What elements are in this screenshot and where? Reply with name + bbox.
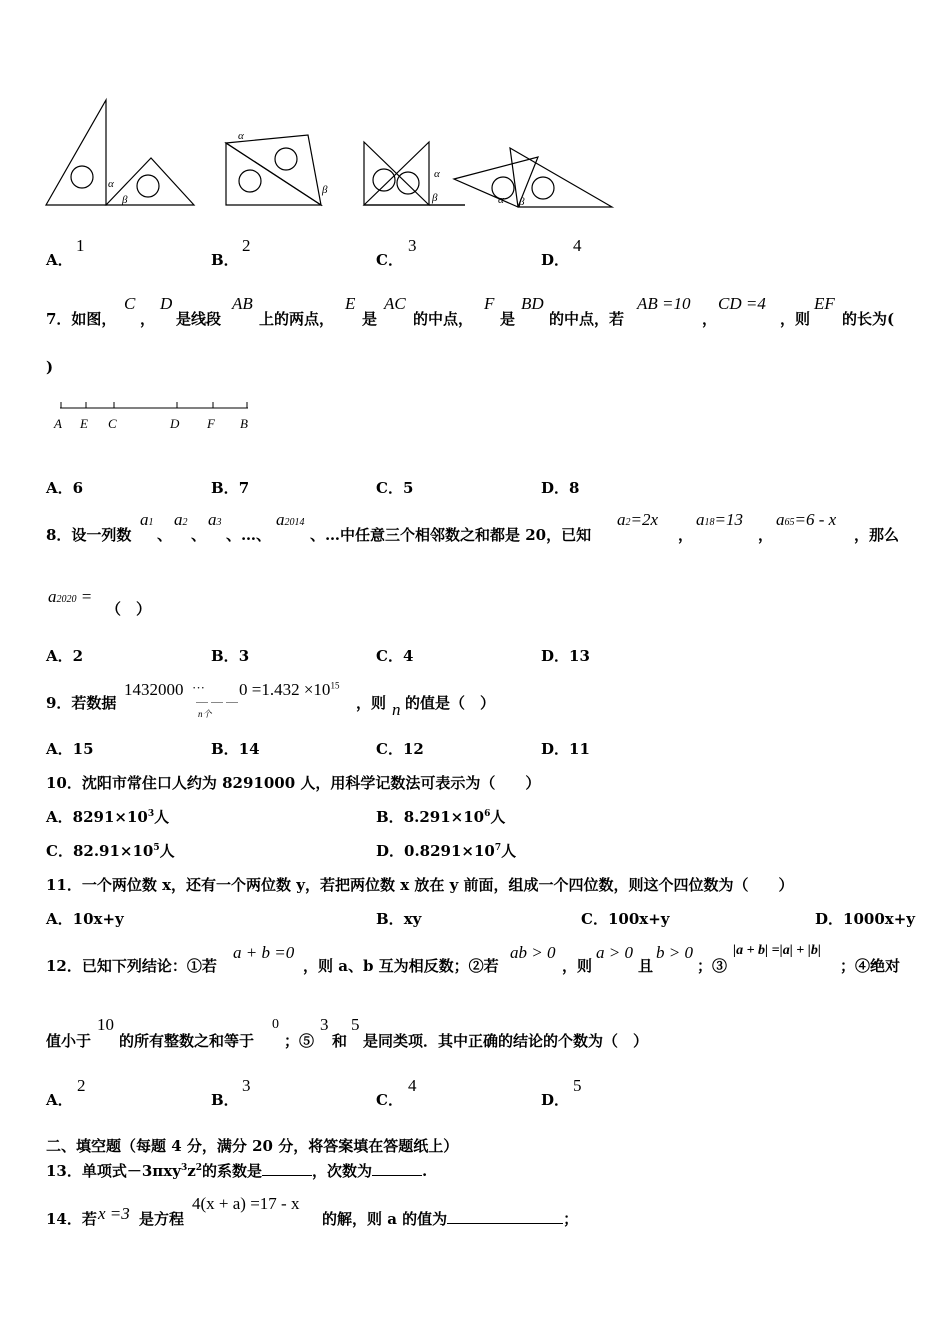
q7-text4: 的中点， — [413, 310, 474, 328]
option-letter: C． — [376, 1091, 403, 1109]
equation-exponent: 15 — [330, 680, 340, 691]
option-value: 12 — [402, 740, 424, 758]
value: =6 - x — [794, 510, 837, 529]
q7-text7: ，则 — [780, 310, 811, 328]
q8-a2014 — [276, 510, 305, 530]
q7-condition-2: CD =4 — [718, 294, 766, 313]
fig3-alpha-label: α — [434, 168, 440, 180]
option-letter: B． — [211, 251, 239, 269]
q10-option-b[interactable] — [376, 806, 505, 827]
fig4-beta-label: β — [519, 196, 525, 208]
q8-stem: 8．设一列数 — [46, 526, 132, 544]
q7-option-b[interactable] — [211, 477, 249, 498]
option-base: 8.291×10 — [403, 808, 485, 826]
q12-expr-4: b > 0 — [656, 943, 693, 962]
q14-text1: 是方程 — [139, 1210, 185, 1228]
option-letter: B． — [376, 910, 404, 928]
q11-option-c[interactable] — [581, 908, 670, 929]
sub-2014: 2014 — [284, 517, 305, 528]
q7-sep1: ， — [140, 310, 156, 328]
var-a: a — [174, 510, 183, 529]
q8-dun-1: 、 — [157, 526, 173, 544]
q6-option-a-value: 1 — [76, 236, 85, 255]
q6-triangle-figures — [40, 95, 620, 215]
option-letter: D． — [541, 1091, 570, 1109]
q12-option-c-value: 4 — [408, 1076, 417, 1095]
q7-line-segment-figure — [48, 396, 258, 436]
option-unit: 人 — [154, 808, 170, 826]
option-letter: C． — [581, 910, 608, 928]
sub-65: 65 — [784, 517, 795, 528]
q9-stem: 9．若数据 — [46, 694, 117, 712]
option-letter: D． — [541, 647, 570, 665]
q12-text4: ；③ — [697, 957, 728, 975]
var-a: a — [696, 510, 705, 529]
option-value: 2 — [72, 647, 84, 665]
q13-stem: 13．单项式－3πxy — [46, 1162, 181, 1180]
option-unit: 人 — [490, 808, 506, 826]
q7-text8: 的长为( — [842, 310, 895, 328]
option-letter: A． — [46, 910, 73, 928]
q7-option-d[interactable] — [541, 477, 579, 498]
sub-2020: 2020 — [56, 594, 77, 605]
q12-five: 5 — [351, 1015, 360, 1034]
option-letter: B． — [211, 1091, 239, 1109]
sub-18: 18 — [704, 517, 715, 528]
q10-stem: 10．沈阳市常住口人约为 8291000 人，用科学记数法可表示为（ ） — [46, 774, 541, 792]
q9-text2: 的值是（ ） — [405, 694, 496, 712]
q12-option-c[interactable] — [376, 1089, 403, 1110]
option-letter: D． — [541, 740, 570, 758]
q12-line2-e: 是同类项．其中正确的结论的个数为（ ） — [363, 1032, 649, 1050]
q7-option-c[interactable] — [376, 477, 413, 498]
q7-text3: 是 — [362, 310, 378, 328]
option-value: 14 — [238, 740, 260, 758]
q12-option-a-value: 2 — [77, 1076, 86, 1095]
option-value: 100x+y — [607, 910, 670, 928]
q12-text2: ，则 — [562, 957, 593, 975]
value: =2x — [630, 510, 659, 529]
option-value: xy — [403, 910, 422, 928]
q8-option-c[interactable] — [376, 645, 413, 666]
label-a: A — [54, 416, 62, 431]
q12-line2-b: 的所有整数之和等于 — [119, 1032, 255, 1050]
option-letter: C． — [376, 647, 403, 665]
q12-expr-3: a > 0 — [596, 943, 633, 962]
q12-ten: 10 — [97, 1015, 114, 1034]
q10-option-a[interactable] — [46, 806, 169, 827]
q13-line — [46, 1160, 427, 1181]
equals: = — [80, 587, 93, 606]
fig3-beta-label: β — [432, 192, 438, 204]
label-d: D — [170, 416, 180, 431]
q13-exp-z: 2 — [195, 1163, 203, 1173]
q12-expr-5: |a + b| =|a| + |b| — [733, 943, 821, 958]
option-value: 11 — [569, 740, 590, 758]
q12-expr-1: a + b =0 — [233, 943, 295, 962]
option-letter: C． — [376, 251, 403, 269]
option-value: 4 — [402, 647, 414, 665]
option-letter: C． — [46, 842, 73, 860]
q13-blank-degree[interactable] — [372, 1161, 422, 1176]
q14-stem: 14．若 — [46, 1210, 97, 1228]
option-letter: A． — [46, 251, 73, 269]
q7-text1: 是线段 — [176, 310, 222, 328]
q8-given-a65 — [776, 510, 836, 530]
option-value: 5 — [402, 479, 414, 497]
q8-given-a18 — [696, 510, 743, 530]
option-value: 10x+y — [72, 910, 124, 928]
label-e: E — [80, 416, 88, 431]
section-2-heading: 二、填空题（每题 4 分，满分 20 分，将答案填在答题纸上） — [46, 1137, 459, 1155]
q9-option-a[interactable] — [46, 738, 94, 759]
q11-option-a[interactable] — [46, 908, 124, 929]
q7-segment-ef: EF — [814, 294, 835, 313]
q8-given-a2 — [617, 510, 658, 530]
option-letter: D． — [541, 251, 570, 269]
option-base: 82.91×10 — [72, 842, 154, 860]
option-letter: B． — [376, 808, 404, 826]
fig1-beta-label: β — [122, 194, 128, 206]
option-letter: C． — [376, 740, 403, 758]
q7-stem-a: 7．如图， — [46, 310, 117, 328]
q13-text1: 的系数是 — [202, 1162, 263, 1180]
q12-option-d[interactable] — [541, 1089, 569, 1110]
q6-option-a[interactable] — [46, 249, 73, 270]
q8-dun-2: 、 — [191, 526, 207, 544]
q8-paren: （ ） — [106, 600, 152, 618]
label-f: F — [207, 416, 215, 431]
equation-base: 0 =1.432 ×10 — [239, 680, 331, 699]
option-letter: A． — [46, 479, 73, 497]
option-value: 7 — [238, 479, 250, 497]
var-a: a — [208, 510, 217, 529]
option-letter: A． — [46, 740, 73, 758]
option-unit: 人 — [159, 842, 175, 860]
option-value: 13 — [569, 647, 590, 665]
q6-option-c[interactable] — [376, 249, 403, 270]
label-c: C — [108, 416, 117, 431]
q8-option-b[interactable] — [211, 645, 249, 666]
q7-point-d: D — [160, 294, 173, 313]
option-letter: B． — [211, 479, 239, 497]
q7-condition-1: AB =10 — [637, 294, 691, 313]
figure-3 — [364, 142, 465, 205]
sub-1: 1 — [148, 517, 154, 528]
q13-text3: . — [422, 1162, 428, 1180]
option-unit: 人 — [501, 842, 517, 860]
q7-segment-ab: AB — [232, 294, 253, 313]
q7-point-e: E — [345, 294, 356, 313]
option-exponent: 3 — [147, 809, 155, 819]
q8-comma-2: ， — [758, 526, 774, 544]
q12-line2-a: 值小于 — [46, 1032, 92, 1050]
sub-2: 2 — [625, 517, 631, 528]
q6-option-d-value: 4 — [573, 236, 582, 255]
q12-stem: 12．已知下列结论：①若 — [46, 957, 217, 975]
q12-expr-2: ab > 0 — [510, 943, 556, 962]
q6-option-d[interactable] — [541, 249, 569, 270]
option-letter: D． — [815, 910, 844, 928]
q12-text3: 且 — [638, 957, 654, 975]
tick-marks — [61, 402, 247, 408]
q8-option-d[interactable] — [541, 645, 590, 666]
q7-close-paren: ) — [46, 358, 54, 376]
value: =13 — [714, 510, 743, 529]
fig2-beta-label: β — [322, 184, 328, 196]
q12-line2-c: ；⑤ — [284, 1032, 315, 1050]
option-value: 8 — [569, 479, 580, 497]
figure-1 — [46, 100, 194, 206]
fig2-alpha-label: α — [238, 130, 244, 142]
q12-option-d-value: 5 — [573, 1076, 582, 1095]
sub-3: 3 — [216, 517, 222, 528]
q9-text1: ，则 — [356, 694, 387, 712]
option-value: 3 — [238, 647, 250, 665]
q14-equation: 4(x + a) =17 - x — [192, 1194, 300, 1213]
q7-text2: 上的两点， — [259, 310, 335, 328]
q14-blank-answer[interactable] — [447, 1209, 563, 1224]
q9-placeholder-box: ＿ ＿ ＿ — [196, 690, 239, 704]
q9-option-c[interactable] — [376, 738, 424, 759]
q12-line2-d: 和 — [332, 1032, 348, 1050]
q7-text6: 的中点，若 — [549, 310, 625, 328]
q8-ellipsis: 、…、 — [226, 526, 272, 544]
option-value: 1000x+y — [843, 910, 915, 928]
q9-dots: ··· — [192, 680, 205, 695]
q10-option-d[interactable] — [376, 840, 516, 861]
q8-text1: 、…中任意三个相邻数之和都是 20，已知 — [310, 526, 592, 544]
option-letter: B． — [211, 740, 239, 758]
q14-expr-1: x =3 — [98, 1204, 130, 1223]
q9-option-d[interactable] — [541, 738, 590, 759]
q14-text2 — [322, 1208, 578, 1229]
q9-equation — [239, 680, 339, 700]
q12-option-b[interactable] — [211, 1089, 239, 1110]
q12-option-b-value: 3 — [242, 1076, 251, 1095]
option-value: 15 — [72, 740, 94, 758]
label-b: B — [240, 416, 248, 431]
var-a: a — [140, 510, 149, 529]
q8-option-a[interactable] — [46, 645, 83, 666]
q12-text5: ；④绝对 — [840, 957, 901, 975]
q6-option-b-value: 2 — [242, 236, 251, 255]
q8-a3 — [208, 510, 222, 530]
figure-2 — [226, 130, 328, 205]
q7-option-a[interactable] — [46, 477, 83, 498]
q8-text2: ，那么 — [854, 526, 900, 544]
option-letter: B． — [211, 647, 239, 665]
q8-answer-term — [48, 587, 92, 607]
var-a: a — [776, 510, 785, 529]
q9-n-count: n个 — [198, 709, 212, 719]
q14-text3: ； — [563, 1210, 579, 1228]
q11-option-b[interactable] — [376, 908, 421, 929]
figure-4 — [454, 148, 612, 208]
q13-text2: ，次数为 — [312, 1162, 373, 1180]
q12-zero: 0 — [272, 1017, 279, 1032]
fig4-alpha-label: α — [498, 194, 504, 206]
option-letter: A． — [46, 808, 73, 826]
option-letter: D． — [376, 842, 405, 860]
q7-text5: 是 — [500, 310, 516, 328]
q6-option-c-value: 3 — [408, 236, 417, 255]
q7-segment-ac: AC — [384, 294, 406, 313]
fig1-alpha-label: α — [108, 178, 114, 190]
option-value: 6 — [72, 479, 84, 497]
var-a: a — [617, 510, 626, 529]
option-letter: C． — [376, 479, 403, 497]
q7-point-f: F — [484, 294, 495, 313]
q7-segment-bd: BD — [521, 294, 544, 313]
option-letter: A． — [46, 647, 73, 665]
option-exponent: 7 — [494, 843, 502, 853]
q7-sep2: ， — [702, 310, 718, 328]
sub-2: 2 — [182, 517, 188, 528]
q11-option-d[interactable] — [815, 908, 915, 929]
q13-var-z: z — [187, 1162, 196, 1180]
q9-option-b[interactable] — [211, 738, 260, 759]
q11-stem: 11．一个两位数 x，还有一个两位数 y，若把两位数 x 放在 y 前面，组成一个四位数，则这个四位数为（ ） — [46, 876, 794, 894]
q8-a1 — [140, 510, 154, 530]
q10-option-c[interactable] — [46, 840, 175, 861]
option-letter: D． — [541, 479, 570, 497]
q7-point-c: C — [124, 294, 136, 313]
var-a: a — [48, 587, 57, 606]
q12-three: 3 — [320, 1015, 329, 1034]
q8-a2 — [174, 510, 188, 530]
option-base: 8291×10 — [72, 808, 148, 826]
q8-comma-1: ， — [678, 526, 694, 544]
option-base: 0.8291×10 — [404, 842, 495, 860]
q12-text1: ，则 a、b 互为相反数；②若 — [303, 957, 499, 975]
option-exponent: 5 — [153, 843, 160, 853]
q12-option-a[interactable] — [46, 1089, 73, 1110]
option-exponent: 6 — [484, 809, 491, 819]
q13-blank-coefficient[interactable] — [262, 1161, 312, 1176]
q6-option-b[interactable] — [211, 249, 239, 270]
option-letter: A． — [46, 1091, 73, 1109]
q13-exp-y: 3 — [180, 1163, 188, 1173]
var-a: a — [276, 510, 285, 529]
q14-text2-label: 的解，则 a 的值为 — [322, 1210, 448, 1228]
q9-var-n: n — [392, 700, 401, 719]
q9-number: 1432000 — [124, 680, 184, 699]
